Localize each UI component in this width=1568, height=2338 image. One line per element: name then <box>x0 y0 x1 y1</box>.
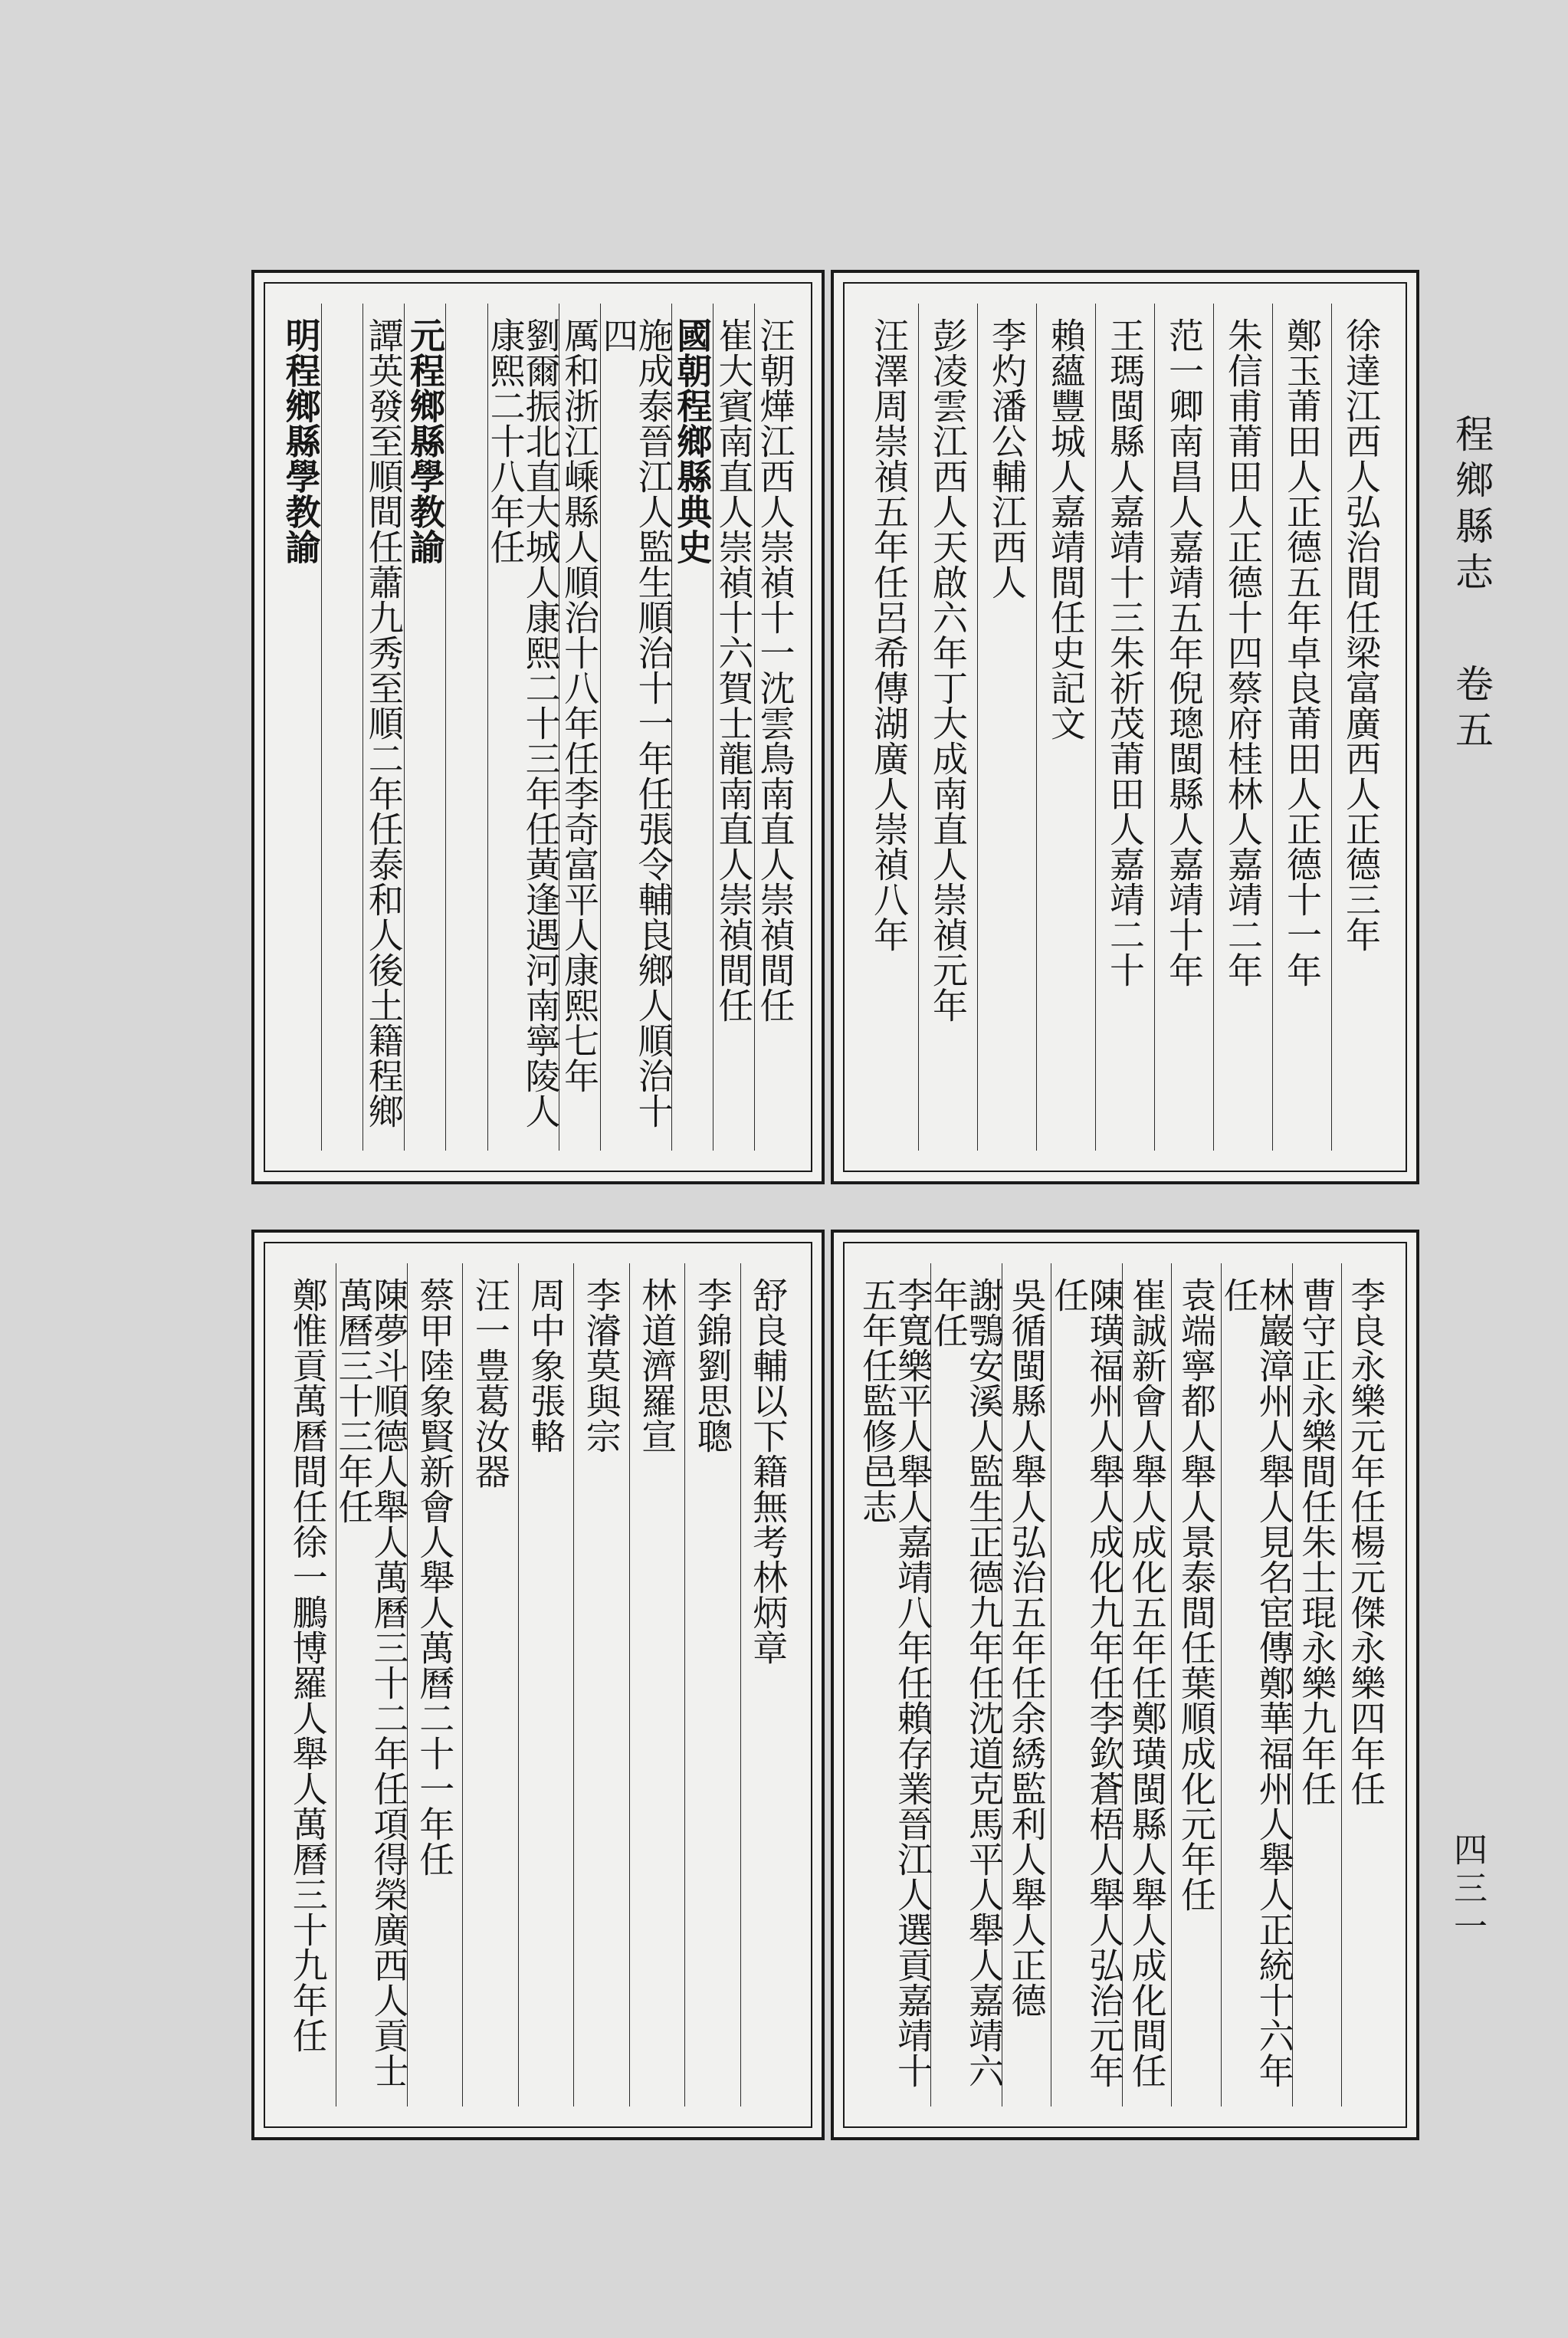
text-column: 汪澤周崇禎五年任呂希傳湖廣人崇禎八年 <box>868 317 910 952</box>
text-column: 林道濟羅宣 <box>629 1263 685 2106</box>
text-column: 謝鶚安溪人監生正德九年任沈道克馬平人舉人嘉靖六年任 <box>930 1263 1002 2106</box>
text-column: 汪一豊葛汝器 <box>462 1263 518 2106</box>
volume-label: 卷五 <box>1449 663 1494 756</box>
text-column: 周中象張輅 <box>518 1263 574 2106</box>
text-column: 林巖漳州人舉人見名宦傳鄭華福州人舉人正統十六年任 <box>1221 1263 1292 2106</box>
text-column: 李寬樂平人舉人嘉靖八年任賴存業晉江人選貢嘉靖十五年任監修邑志 <box>856 1277 933 2088</box>
text-column: 陳夢斗順德人舉人萬曆三十二年任項得榮廣西人貢士萬曆三十三年任 <box>336 1263 407 2106</box>
text-column: 賴蘊豐城人嘉靖間任史記文 <box>1036 304 1095 1151</box>
text-column: 譚英發至順間任蕭九秀至順二年任泰和人後土籍程鄉 <box>362 304 404 1151</box>
text-column: 鄭惟貢萬曆間任徐一鵬博羅人舉人萬曆三十九年任 <box>287 1277 329 2053</box>
book-title-text: 程鄉縣志 <box>1449 414 1494 598</box>
text-column: 李良永樂元年任楊元傑永樂四年任 <box>1341 1263 1390 2106</box>
text-column: 陳璜福州人舉人成化九年任李欽蒼梧人舉人弘治元年任 <box>1051 1263 1122 2106</box>
text-column: 崔大賓南直人崇禎十六賀士龍南直人崇禎間任 <box>713 304 754 1151</box>
text-column: 徐達江西人弘治間任梁富廣西人正德三年 <box>1331 304 1390 1151</box>
text-column: 舒良輔以下籍無考林炳章 <box>740 1263 796 2106</box>
page-number: 四三一 <box>1448 1832 1487 1947</box>
text-column: 汪朝燁江西人崇禎十一沈雲鳥南直人崇禎間任 <box>754 304 795 1151</box>
text-column: 吳循閩縣人舉人弘治五年任余綉監利人舉人正德 <box>1002 1263 1051 2106</box>
text-column: 蔡甲陸象賢新會人舉人萬曆二十一年任 <box>407 1263 463 2106</box>
text-column: 李錦劉思聰 <box>684 1263 740 2106</box>
text-column: 朱信甫莆田人正德十四蔡府桂林人嘉靖二年 <box>1213 304 1272 1151</box>
text-column: 李濬莫與宗 <box>573 1263 629 2106</box>
blank-column <box>321 304 362 1151</box>
text-column: 彭凌雲江西人天啟六年丁大成南直人崇禎元年 <box>918 304 977 1151</box>
text-column: 袁端寧都人舉人景泰間任葉順成化元年任 <box>1171 1263 1220 2106</box>
text-column: 王瑪閩縣人嘉靖十三朱祈茂莆田人嘉靖二十 <box>1095 304 1154 1151</box>
text-column: 李灼潘公輔江西人 <box>977 304 1036 1151</box>
section-heading: 國朝程鄉縣典史 <box>671 304 713 1151</box>
blank-column <box>445 304 487 1151</box>
text-column: 崔誠新會人舉人成化五年任鄭璜閩縣人舉人成化間任 <box>1122 1263 1171 2106</box>
text-column: 曹守正永樂間任朱士琨永樂九年任 <box>1292 1263 1341 2106</box>
text-column: 施成泰晉江人監生順治十一年任張令輔良鄉人順治十四 <box>600 304 671 1151</box>
text-column: 范一卿南昌人嘉靖五年倪璁閩縣人嘉靖十年 <box>1154 304 1213 1151</box>
section-heading: 元程鄉縣學教諭 <box>404 304 445 1151</box>
bottom-left-panel <box>251 1230 825 2140</box>
bottom-right-panel <box>831 1230 1419 2140</box>
top-right-panel <box>831 270 1419 1184</box>
text-column: 鄭玉莆田人正德五年卓良莆田人正德十一年 <box>1272 304 1331 1151</box>
text-column: 劉爾振北直大城人康熙二十三年任黃逢遇河南寧陵人康熙二十八年任 <box>487 304 559 1151</box>
section-heading: 明程鄉縣學教諭 <box>280 317 322 564</box>
text-column: 厲和浙江嵊縣人順治十八年任李奇富平人康熙七年 <box>559 304 600 1151</box>
book-title <box>1444 414 1499 874</box>
top-left-panel <box>251 270 825 1184</box>
